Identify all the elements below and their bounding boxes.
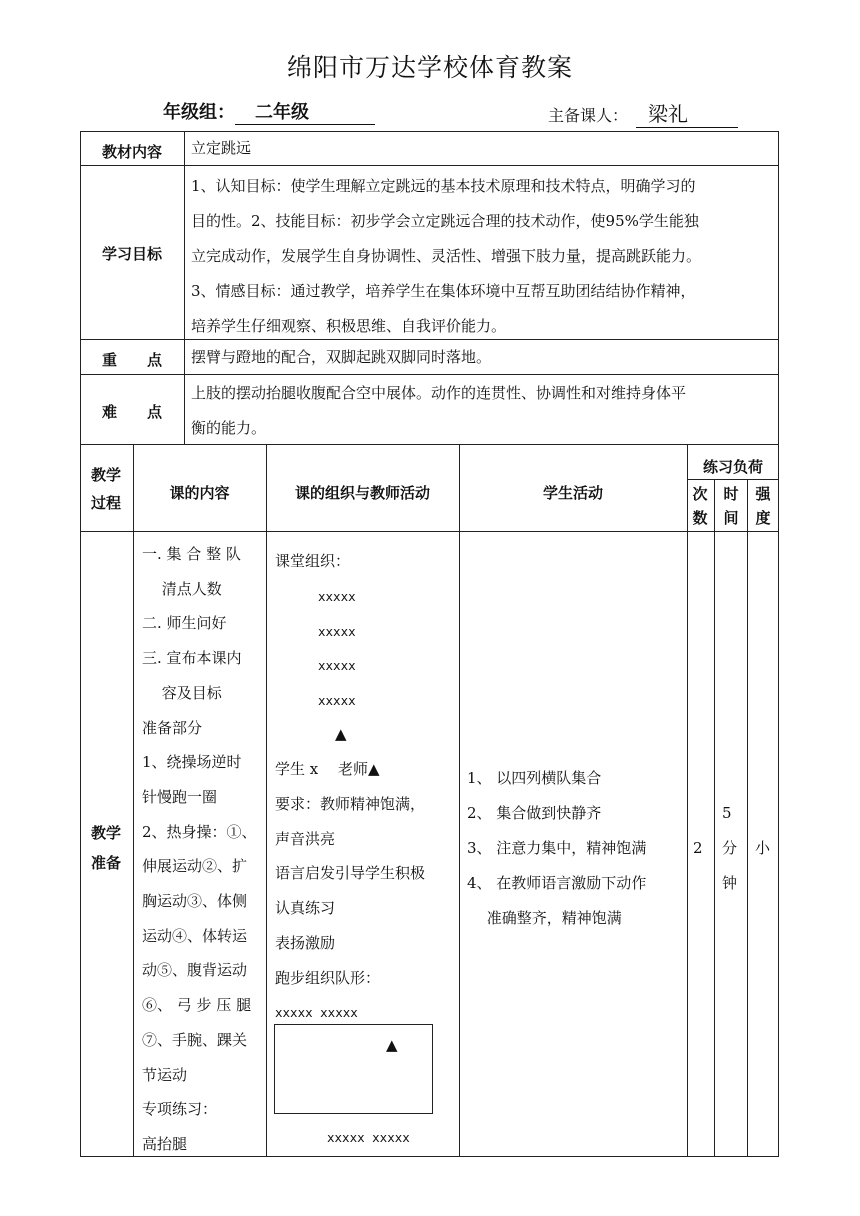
content-line: 1、绕操场逆时 [142,753,242,772]
org-line: 表扬激励 [275,933,336,952]
grade-label: 年级组： [163,102,235,123]
col-divider [184,131,185,444]
key-point-label: 重 点 [101,351,162,369]
org-line: 认真练习 [275,899,336,918]
header-load: 练习负荷 [702,458,763,476]
teacher-triangle-icon: ▲ [386,1036,398,1054]
grade-value: 二年级 [235,98,375,125]
formation-row: xxxxx [318,624,356,639]
content-line: 一. 集 合 整 队 [142,545,241,563]
content-line: 容及目标 [142,683,222,702]
formation-row: xxxxx [318,658,356,673]
load-intensity: 小 [755,839,771,857]
goals-line: 1、认知目标：使学生理解立定跳远的基本技术原理和技术特点，明确学习的 [191,177,696,195]
difficulty-line: 上肢的摆动抬腿收腹配合空中展体。动作的连贯性、协调性和对维持身体平 [191,384,687,402]
formation-row: xxxxx [318,693,356,708]
org-title: 课堂组织： [275,552,351,570]
page-title: 绵阳市万达学校体育教案 [286,53,573,82]
run-formation-top: xxxxx xxxxx [275,1005,358,1020]
formation-row: xxxxx [318,589,356,604]
content-line: 准备部分 [142,718,203,737]
load-time [722,796,737,901]
content-line: 高抬腿 [142,1134,188,1153]
org-line: 跑步组织队形： [275,968,381,987]
difficulty-line: 衡的能力。 [191,419,267,437]
content-line: ⑥、 弓 步 压 腿 [142,996,252,1015]
goals-line: 培养学生仔细观察、积极思维、自我评价能力。 [191,317,507,335]
header-time: 时间 [723,485,739,527]
lead-teacher [548,98,738,128]
student-line: 1、 以四列横队集合 [467,769,602,787]
content-line: 运动④、体转运 [142,926,248,945]
teacher-label: 主备课人： [548,106,629,125]
time-line: 钟 [722,874,738,892]
run-formation-bottom: xxxxx xxxxx [327,1130,410,1145]
content-label: 教材内容 [101,143,162,161]
content-line: 二. 师生问好 [142,614,227,633]
content-line: 伸展运动②、扩 [142,857,248,876]
header-org: 课的组织与教师活动 [294,484,430,502]
goals-line: 3、情感目标：通过教学，培养学生在集体环境中互帮互助团结结协作精神， [191,282,696,300]
col-divider [133,444,134,1157]
formation-legend: 学生 x 老师▲ [275,760,380,778]
student-activities [467,761,646,936]
lesson-content [142,537,257,1162]
org-line: 要求：教师精神饱满， [275,795,426,813]
goals-text [191,169,701,344]
col-divider [266,444,267,1157]
load-divider [687,479,779,480]
content-line: 专项练习： [142,1100,218,1119]
section-label: 教学准备 [90,824,121,872]
header-content: 课的内容 [169,484,230,502]
grade-group [163,98,375,125]
student-line: 2、 集合做到快静齐 [467,804,602,822]
student-line: 3、 注意力集中，精神饱满 [467,839,647,857]
col-divider [459,444,460,1157]
teacher-triangle-icon: ▲ [335,725,347,743]
goals-label: 学习目标 [101,245,162,263]
content-line: 动⑤、腹背运动 [142,961,248,980]
content-line: 清点人数 [142,579,222,598]
header-intensity: 强度 [755,485,771,527]
org-requirements [275,787,425,995]
content-line: ⑦、手腕、踝关 [142,1030,248,1049]
content-line: 针慢跑一圈 [142,787,218,806]
content-line: 节运动 [142,1065,188,1084]
time-line: 分 [722,839,738,857]
goals-line: 立完成动作，发展学生自身协调性、灵活性、增强下肢力量，提高跳跃能力。 [191,247,702,265]
content-line: 胸运动③、体侧 [142,892,248,911]
org-line: 声音洪亮 [275,829,336,848]
col-divider [747,479,748,1157]
row-divider [80,531,779,532]
running-track-diagram [274,1024,433,1114]
difficulty-label: 难 点 [101,403,162,421]
col-divider [714,479,715,1157]
key-point-value: 摆臂与蹬地的配合，双脚起跳双脚同时落地。 [191,348,492,366]
teacher-value: 梁礼 [636,98,738,128]
load-times: 2 [693,839,703,857]
header-student: 学生活动 [542,484,603,502]
header-times: 次数 [692,485,708,527]
time-line: 5 [722,804,732,822]
org-line: 语言启发引导学生积极 [275,864,426,883]
goals-line: 目的性。2、技能目标：初步学会立定跳远合理的技术动作，使95%学生能独 [191,212,699,230]
header-process: 教学过程 [90,466,121,512]
col-divider [687,444,688,1157]
content-line: 2、热身操：①、 [142,822,257,841]
student-line: 4、 在教师语言激励下动作 [467,874,647,892]
difficulty-text [191,376,686,446]
student-line: 准确整齐，精神饱满 [467,909,622,927]
content-line: 三. 宣布本课内 [142,649,242,668]
content-value: 立定跳远 [191,139,252,157]
